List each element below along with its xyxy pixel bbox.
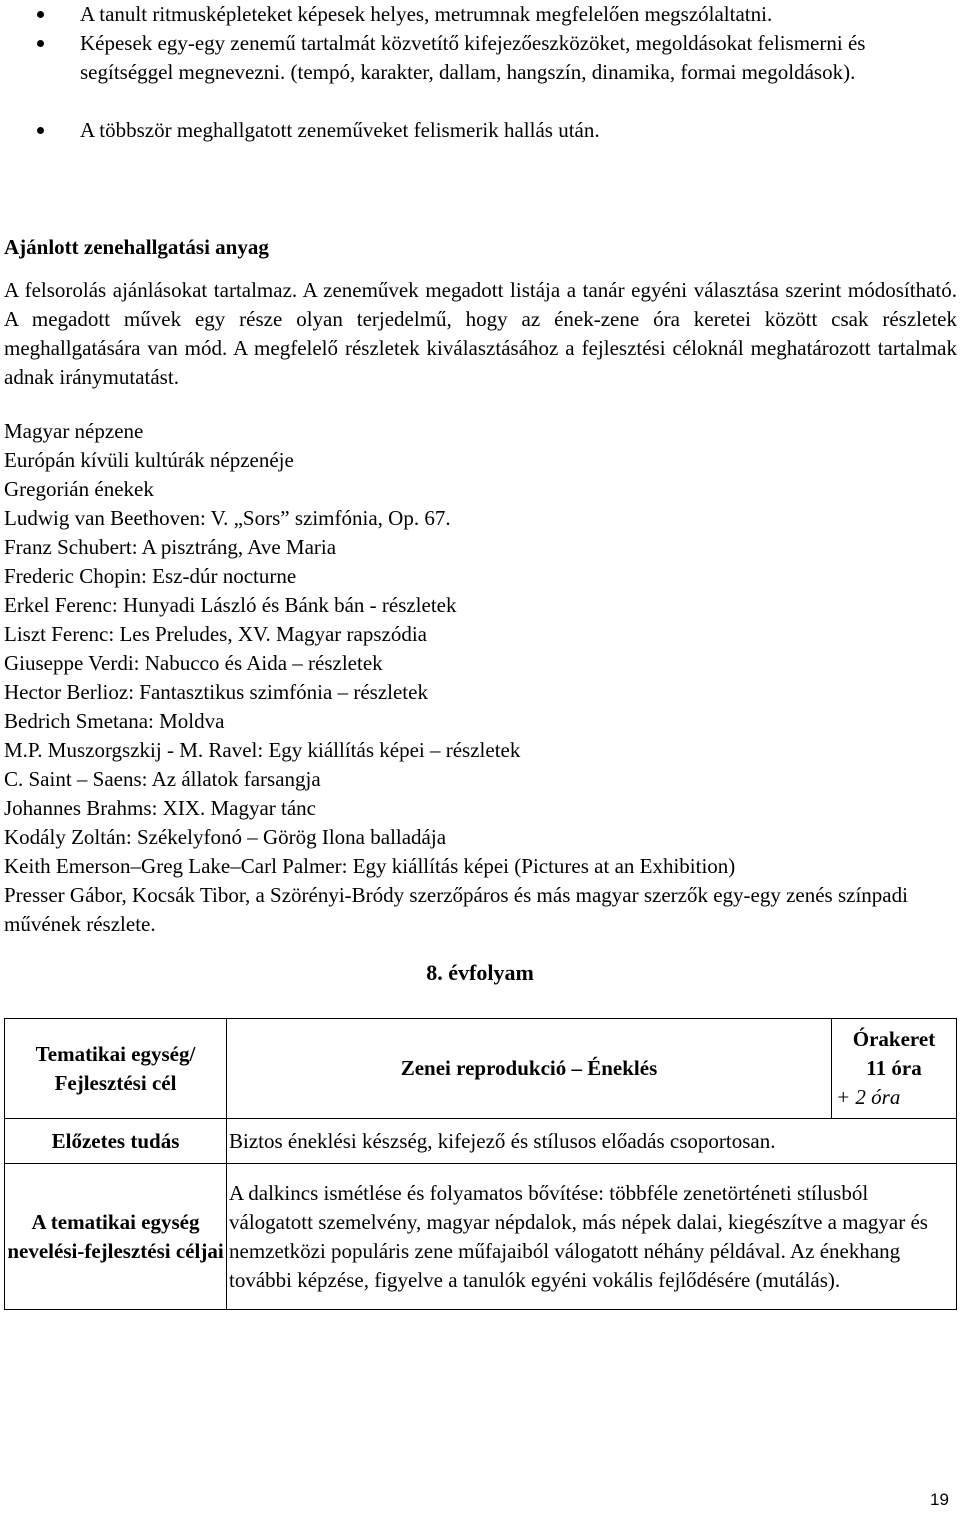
prior-knowledge-label-cell: Előzetes tudás bbox=[5, 1119, 227, 1164]
work-item: Bedrich Smetana: Moldva bbox=[4, 709, 225, 733]
work-item: Erkel Ferenc: Hunyadi László és Bánk bán - részletek bbox=[4, 593, 457, 617]
bullet-icon bbox=[37, 127, 44, 134]
work-item: Presser Gábor, Kocsák Tibor, a Szörényi-Bródy szerzőpáros és más magyar szerzők egy-egy zenés színpadi művének részlete. bbox=[4, 883, 908, 936]
section-heading: Ajánlott zenehallgatási anyag bbox=[4, 235, 269, 259]
work-item: Johannes Brahms: XIX. Magyar tánc bbox=[4, 796, 317, 820]
grade-heading: 8. évfolyam bbox=[426, 960, 534, 985]
bullet-item bbox=[0, 116, 940, 145]
page-number: 19 bbox=[930, 1490, 949, 1509]
work-item: Gregorián énekek bbox=[4, 477, 154, 501]
bullet-text: A tanult ritmusképleteket képesek helyes, metrumnak megfelelően megszólaltatni. bbox=[80, 2, 773, 26]
hours-value: 11 óra bbox=[866, 1056, 922, 1080]
curriculum-table bbox=[4, 1018, 957, 1310]
goals-text-cell: A dalkincs ismétlése és folyamatos bővítése: többféle zenetörténeti stílusból válogatott szemelvény, magyar népdalok, más népek dalai, kiegészítve a magyar és nemzetközi populáris zene műfajaiból válogatott néhány példával. Az énekhang további képzése, figyelve a tanulók egyéni vokális fejlődésére (mutálás). bbox=[227, 1164, 957, 1310]
work-item: Magyar népzene bbox=[4, 419, 144, 443]
work-item: Kodály Zoltán: Székelyfonó – Görög Ilona balladája bbox=[4, 825, 447, 849]
table-row bbox=[5, 1119, 957, 1164]
prior-knowledge-text-cell: Biztos éneklési készség, kifejező és stílusos előadás csoportosan. bbox=[227, 1119, 957, 1164]
bullet-text: A többször meghallgatott zeneműveket felismerik hallás után. bbox=[80, 118, 600, 142]
unit-label-cell: Tematikai egység/ Fejlesztési cél bbox=[5, 1019, 227, 1119]
unit-title-cell: Zenei reprodukció – Éneklés bbox=[227, 1019, 832, 1119]
intro-paragraph: A felsorolás ajánlásokat tartalmaz. A zeneművek megadott listája a tanár egyéni választása szerint módosítható. A megadott művek egy része olyan terjedelmű, hogy az ének-zene óra keretei között csak részletek meghallgatására van mód. A megfelelő részletek kiválasztásához a fejlesztési céloknál meghatározott tartalmak adnak iránymutatást. bbox=[4, 278, 957, 389]
bullet-item bbox=[0, 0, 940, 29]
work-item: Liszt Ferenc: Les Preludes, XV. Magyar rapszódia bbox=[4, 622, 427, 646]
bullet-text: Képesek egy-egy zenemű tartalmát közvetítő kifejezőeszközöket, megoldásokat felismerni és segítséggel megnevezni. (tempó, karakter, dallam, hangszín, dinamika, formai megoldások). bbox=[80, 31, 866, 84]
table-row bbox=[5, 1164, 957, 1310]
work-item: M.P. Muszorgszkij - M. Ravel: Egy kiállítás képei – részletek bbox=[4, 738, 521, 762]
work-item: Ludwig van Beethoven: V. „Sors” szimfónia, Op. 67. bbox=[4, 506, 451, 530]
work-item: Giuseppe Verdi: Nabucco és Aida – részletek bbox=[4, 651, 383, 675]
hours-extra: + 2 óra bbox=[836, 1085, 901, 1109]
work-item: Frederic Chopin: Esz-dúr nocturne bbox=[4, 564, 297, 588]
work-item: Európán kívüli kultúrák népzenéje bbox=[4, 448, 294, 472]
bullet-icon bbox=[37, 40, 44, 47]
work-item: Hector Berlioz: Fantasztikus szimfónia – részletek bbox=[4, 680, 428, 704]
goals-label-cell: A tematikai egység nevelési-fejlesztési céljai bbox=[5, 1164, 227, 1310]
table-row bbox=[5, 1019, 957, 1119]
work-item: Keith Emerson–Greg Lake–Carl Palmer: Egy kiállítás képei (Pictures at an Exhibition) bbox=[4, 854, 736, 878]
bullet-icon bbox=[37, 11, 44, 18]
hours-label: Órakeret bbox=[852, 1027, 936, 1051]
listening-works-list bbox=[4, 417, 954, 939]
hours-cell bbox=[832, 1019, 957, 1119]
work-item: C. Saint – Saens: Az állatok farsangja bbox=[4, 767, 321, 791]
bullet-item bbox=[0, 29, 940, 87]
work-item: Franz Schubert: A pisztráng, Ave Maria bbox=[4, 535, 337, 559]
